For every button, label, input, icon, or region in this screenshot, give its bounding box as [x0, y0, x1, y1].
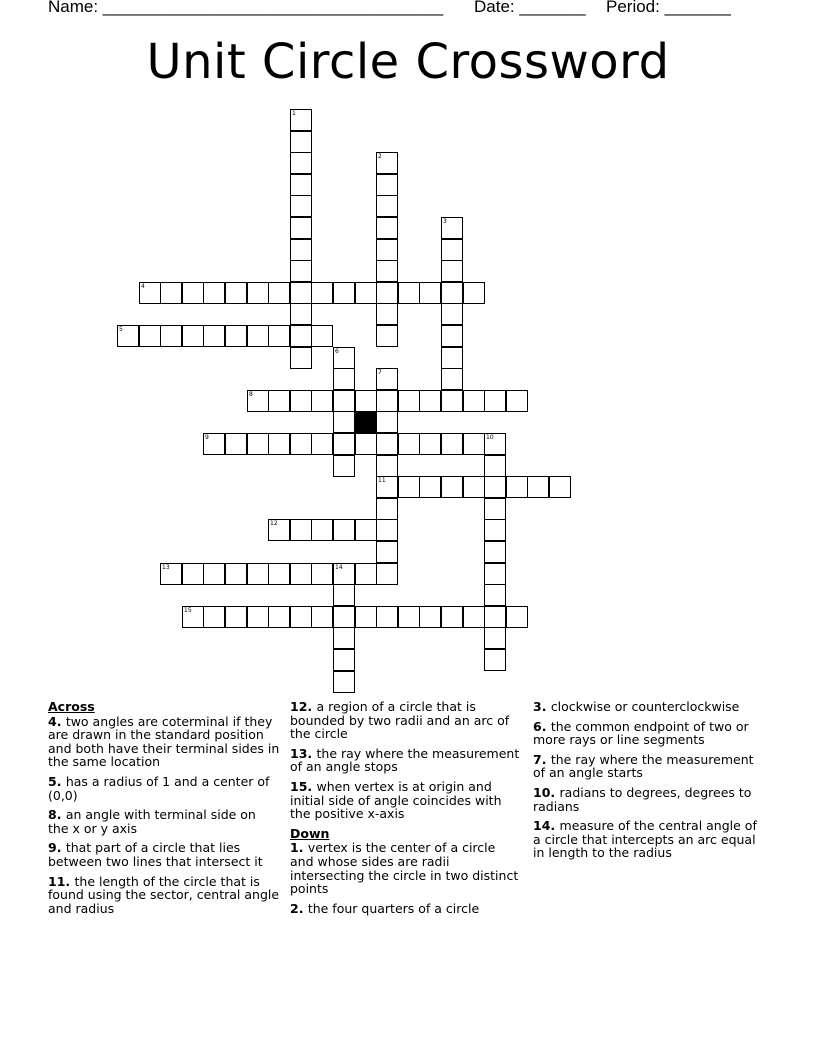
- grid-cell[interactable]: [355, 519, 377, 541]
- clue-across-8: 8. an angle with terminal side on the x or y axis: [48, 807, 256, 836]
- grid-cell[interactable]: [117, 325, 139, 347]
- grid-cell[interactable]: [398, 390, 420, 412]
- clue-number: 2: [378, 153, 382, 160]
- grid-cell[interactable]: [268, 282, 290, 304]
- grid-cell[interactable]: [484, 433, 506, 455]
- clue-across-12: 12. a region of a circle that is bounded by two radii and an arc of the circle: [290, 699, 510, 742]
- grid-cell[interactable]: [484, 476, 506, 498]
- grid-cell[interactable]: [225, 563, 247, 585]
- grid-cell[interactable]: [333, 671, 355, 693]
- clue-number: 8: [249, 391, 253, 398]
- clue-number: 11: [378, 477, 386, 484]
- grid-cell[interactable]: [376, 411, 398, 433]
- grid-cell[interactable]: [139, 325, 161, 347]
- clue-column-1: [48, 700, 280, 921]
- grid-cell[interactable]: [441, 347, 463, 369]
- grid-cell[interactable]: [484, 519, 506, 541]
- grid-cell[interactable]: [376, 195, 398, 217]
- clue-number: 7: [378, 369, 382, 376]
- clue-across-13: 13. the ray where the measurement of an angle stops: [290, 745, 520, 775]
- grid-cell[interactable]: [268, 563, 290, 585]
- grid-cell[interactable]: [247, 325, 269, 347]
- grid-cell[interactable]: [247, 563, 269, 585]
- grid-cell[interactable]: [376, 282, 398, 304]
- grid-cell[interactable]: [139, 282, 161, 304]
- grid-cell[interactable]: [225, 282, 247, 304]
- grid-cell[interactable]: [333, 519, 355, 541]
- grid-cell[interactable]: [355, 433, 377, 455]
- grid-cell[interactable]: [290, 390, 312, 412]
- grid-cell[interactable]: [376, 519, 398, 541]
- grid-cell[interactable]: [290, 606, 312, 628]
- grid-cell[interactable]: [484, 649, 506, 671]
- clue-down-6: 6. the common endpoint of two or more rays or line segments: [533, 718, 749, 748]
- grid-cell[interactable]: [311, 282, 333, 304]
- grid-cell[interactable]: [225, 325, 247, 347]
- grid-cell[interactable]: [398, 606, 420, 628]
- grid-cell[interactable]: [160, 563, 182, 585]
- grid-cell[interactable]: [376, 563, 398, 585]
- grid-cell[interactable]: [290, 563, 312, 585]
- grid-cell[interactable]: [441, 217, 463, 239]
- grid-cell[interactable]: [290, 303, 312, 325]
- grid-cell[interactable]: [376, 498, 398, 520]
- grid-cell[interactable]: [333, 563, 355, 585]
- grid-cell[interactable]: [290, 217, 312, 239]
- grid-cell[interactable]: [311, 390, 333, 412]
- grid-cell[interactable]: [290, 347, 312, 369]
- clue-number: 1: [292, 110, 296, 117]
- grid-cell[interactable]: [506, 476, 528, 498]
- clue-number: 3: [443, 218, 447, 225]
- grid-cell[interactable]: [290, 131, 312, 153]
- clue-across-15: 15. when vertex is at origin and initial side of angle coincides with the positive x-axis: [290, 778, 502, 822]
- grid-cell[interactable]: [203, 433, 225, 455]
- grid-cell[interactable]: [484, 498, 506, 520]
- grid-cell[interactable]: [311, 519, 333, 541]
- grid-cell[interactable]: [376, 303, 398, 325]
- grid-cell[interactable]: [290, 174, 312, 196]
- grid-cell[interactable]: [182, 282, 204, 304]
- grid-cell[interactable]: [268, 325, 290, 347]
- grid-cell[interactable]: [268, 390, 290, 412]
- grid-cell[interactable]: [441, 476, 463, 498]
- grid-cell[interactable]: [376, 260, 398, 282]
- grid-cell[interactable]: [376, 152, 398, 174]
- grid-cell[interactable]: [333, 584, 355, 606]
- grid-cell[interactable]: [203, 606, 225, 628]
- across-heading: Across: [48, 699, 95, 714]
- grid-cell[interactable]: [333, 368, 355, 390]
- clue-down-3: 3. clockwise or counterclockwise: [533, 699, 740, 714]
- grid-cell[interactable]: [333, 390, 355, 412]
- grid-cell[interactable]: [203, 282, 225, 304]
- grid-cell[interactable]: [247, 282, 269, 304]
- grid-cell[interactable]: [484, 455, 506, 477]
- grid-cell[interactable]: [376, 433, 398, 455]
- grid-cell[interactable]: [333, 411, 355, 433]
- grid-cell[interactable]: [463, 390, 485, 412]
- grid-cell[interactable]: [441, 239, 463, 261]
- clue-across-9: 9. that part of a circle that lies between two lines that intersect it: [48, 840, 263, 869]
- grid-cell[interactable]: [398, 433, 420, 455]
- clue-number: 9: [205, 434, 209, 441]
- grid-cell[interactable]: [182, 563, 204, 585]
- grid-cell[interactable]: [376, 368, 398, 390]
- grid-cell[interactable]: [311, 563, 333, 585]
- clue-down-2: 2. the four quarters of a circle: [290, 900, 480, 916]
- clue-column-3: [533, 700, 761, 866]
- grid-cell[interactable]: [484, 584, 506, 606]
- grid-cell[interactable]: [441, 368, 463, 390]
- page-title: Unit Circle Crossword: [146, 34, 670, 90]
- grid-cell[interactable]: [419, 606, 441, 628]
- grid-cell[interactable]: [441, 303, 463, 325]
- grid-cell[interactable]: [247, 390, 269, 412]
- grid-cell[interactable]: [290, 109, 312, 131]
- clue-down-1: 1. vertex is the center of a circle and whose sides are radii intersecting the circle in two distinct points: [290, 840, 519, 897]
- clue-number: 4: [141, 283, 145, 290]
- grid-cell[interactable]: [247, 433, 269, 455]
- clue-across-4: 4. two angles are coterminal if they are drawn in the standard position and both have their terminal sides in the same location: [48, 713, 280, 770]
- clue-column-2: [290, 700, 522, 921]
- grid-cell[interactable]: [290, 260, 312, 282]
- grid-cell[interactable]: [484, 606, 506, 628]
- grid-cell[interactable]: [376, 217, 398, 239]
- clue-number: 5: [119, 326, 123, 333]
- grid-cell[interactable]: [311, 433, 333, 455]
- grid-cell[interactable]: [311, 606, 333, 628]
- clue-down-7: 7. the ray where the measurement of an angle starts: [533, 751, 754, 781]
- grid-cell[interactable]: [333, 433, 355, 455]
- grid-cell[interactable]: [268, 519, 290, 541]
- grid-cell[interactable]: [441, 282, 463, 304]
- grid-cell[interactable]: [268, 606, 290, 628]
- grid-cell[interactable]: [376, 390, 398, 412]
- black-cell: [355, 411, 377, 433]
- clue-down-10: 10. radians to degrees, degrees to radians: [533, 784, 752, 814]
- clue-number: 15: [184, 607, 192, 614]
- grid-cell[interactable]: [225, 606, 247, 628]
- grid-cell[interactable]: [484, 541, 506, 563]
- grid-cell[interactable]: [225, 433, 247, 455]
- grid-cell[interactable]: [290, 325, 312, 347]
- grid-cell[interactable]: [376, 476, 398, 498]
- grid-cell[interactable]: [441, 260, 463, 282]
- grid-cell[interactable]: [355, 563, 377, 585]
- grid-cell[interactable]: [376, 455, 398, 477]
- grid-cell[interactable]: [355, 606, 377, 628]
- grid-cell[interactable]: [203, 563, 225, 585]
- clue-down-14: 14. measure of the central angle of a circle that intercepts an arc equal in length to the radius: [533, 818, 757, 861]
- grid-cell[interactable]: [419, 476, 441, 498]
- grid-cell[interactable]: [290, 152, 312, 174]
- grid-cell[interactable]: [527, 476, 549, 498]
- grid-cell[interactable]: [484, 563, 506, 585]
- grid-cell[interactable]: [463, 476, 485, 498]
- grid-cell[interactable]: [419, 282, 441, 304]
- grid-cell[interactable]: [398, 282, 420, 304]
- clue-number: 6: [335, 348, 339, 355]
- grid-cell[interactable]: [290, 195, 312, 217]
- grid-cell[interactable]: [506, 390, 528, 412]
- grid-cell[interactable]: [376, 174, 398, 196]
- grid-cell[interactable]: [333, 347, 355, 369]
- grid-cell[interactable]: [441, 606, 463, 628]
- date-field[interactable]: Date: _______: [474, 0, 586, 16]
- grid-cell[interactable]: [441, 433, 463, 455]
- grid-cell[interactable]: [463, 282, 485, 304]
- grid-cell[interactable]: [333, 627, 355, 649]
- grid-cell[interactable]: [463, 433, 485, 455]
- grid-cell[interactable]: [311, 325, 333, 347]
- grid-cell[interactable]: [376, 541, 398, 563]
- grid-cell[interactable]: [160, 282, 182, 304]
- grid-cell[interactable]: [203, 325, 225, 347]
- grid-cell[interactable]: [290, 519, 312, 541]
- grid-cell[interactable]: [376, 606, 398, 628]
- clue-number: 12: [270, 520, 278, 527]
- clue-number: 10: [486, 434, 494, 441]
- clue-number: 13: [162, 564, 170, 571]
- grid-cell[interactable]: [355, 282, 377, 304]
- grid-cell[interactable]: [549, 476, 571, 498]
- grid-cell[interactable]: [333, 455, 355, 477]
- grid-cell[interactable]: [290, 239, 312, 261]
- grid-cell[interactable]: [376, 239, 398, 261]
- grid-cell[interactable]: [333, 606, 355, 628]
- grid-cell[interactable]: [484, 390, 506, 412]
- grid-cell[interactable]: [484, 627, 506, 649]
- grid-cell[interactable]: [333, 282, 355, 304]
- clue-number: 14: [335, 564, 343, 571]
- grid-cell[interactable]: [290, 433, 312, 455]
- grid-cell[interactable]: [290, 282, 312, 304]
- grid-cell[interactable]: [441, 390, 463, 412]
- grid-cell[interactable]: [376, 325, 398, 347]
- down-heading: Down: [290, 825, 330, 841]
- grid-cell[interactable]: [182, 606, 204, 628]
- grid-cell[interactable]: [268, 433, 290, 455]
- grid-cell[interactable]: [419, 390, 441, 412]
- clue-across-11: 11. the length of the circle that is found using the sector, central angle and radius: [48, 873, 280, 916]
- name-field[interactable]: Name: ____________________________________: [48, 0, 444, 16]
- grid-cell[interactable]: [506, 606, 528, 628]
- grid-cell[interactable]: [160, 325, 182, 347]
- period-field[interactable]: Period: _______: [606, 0, 731, 16]
- grid-cell[interactable]: [355, 390, 377, 412]
- clue-across-5: 5. has a radius of 1 and a center of (0,0): [48, 773, 270, 803]
- grid-cell[interactable]: [247, 606, 269, 628]
- grid-cell[interactable]: [182, 325, 204, 347]
- grid-cell[interactable]: [398, 476, 420, 498]
- grid-cell[interactable]: [333, 649, 355, 671]
- grid-cell[interactable]: [419, 433, 441, 455]
- grid-cell[interactable]: [441, 325, 463, 347]
- grid-cell[interactable]: [463, 606, 485, 628]
